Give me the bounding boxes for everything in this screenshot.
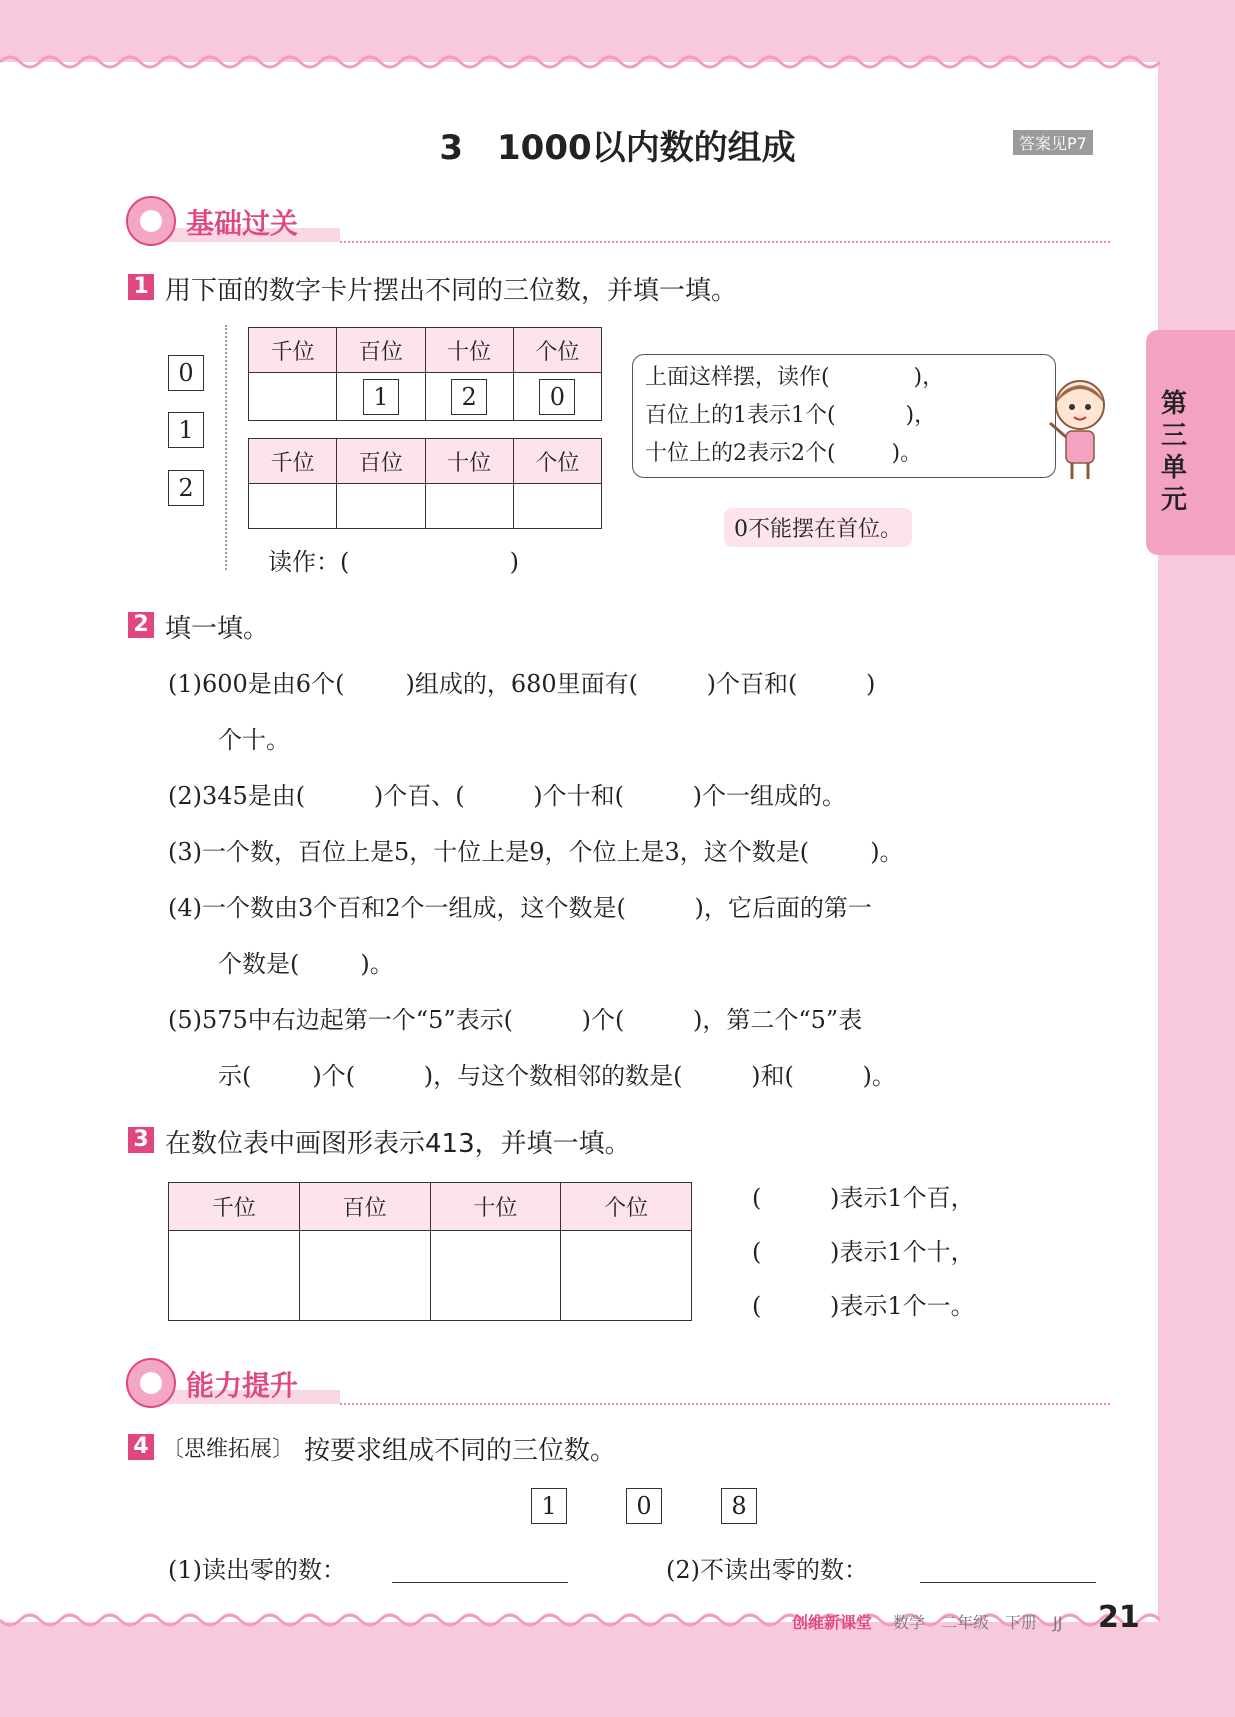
digit-card: 1	[363, 379, 399, 415]
footer-brand: 创维新课堂	[792, 1613, 873, 1632]
table-header: 个位	[561, 1183, 692, 1231]
table-cell[interactable]	[337, 373, 425, 421]
section-divider	[340, 1403, 1110, 1405]
place-value-table-1	[248, 327, 602, 421]
section-heading-advanced: 能力提升	[186, 1369, 299, 1402]
q4-part1-label: (1)读出零的数：	[168, 1556, 346, 1584]
table-cell[interactable]	[513, 373, 601, 421]
digit-card: 2	[168, 470, 204, 506]
monkey-mascot-icon	[126, 196, 176, 246]
table-cell[interactable]	[513, 484, 601, 529]
table-header: 千位	[249, 328, 337, 373]
question-text: 按要求组成不同的三位数。	[304, 1436, 617, 1466]
table-cell[interactable]	[425, 484, 513, 529]
fill-blank-line[interactable]: 示( )个( )，与这个数相邻的数是( )和( )。	[218, 1062, 896, 1090]
answer-underline-2[interactable]	[920, 1582, 1096, 1583]
bubble-line[interactable]: 上面这样摆，读作( )，	[645, 365, 945, 390]
page-number: 21	[1098, 1600, 1140, 1635]
monkey-mascot-icon	[126, 1358, 176, 1408]
digit-card: 0	[626, 1488, 662, 1524]
table-header: 千位	[249, 439, 337, 484]
table-header: 十位	[430, 1183, 561, 1231]
table-cell[interactable]	[299, 1231, 430, 1321]
digit-card: 8	[721, 1488, 757, 1524]
speech-bubble	[632, 354, 1056, 478]
table-cell[interactable]	[169, 1231, 300, 1321]
fill-blank-line[interactable]: ( )表示1个一。	[752, 1292, 975, 1320]
digit-card: 1	[531, 1488, 567, 1524]
table-header: 十位	[425, 328, 513, 373]
unit-side-tab-label: 第三单元	[1160, 389, 1187, 515]
bubble-line[interactable]: 十位上的2表示2个( )。	[645, 441, 923, 466]
answer-reference-tag: 答案见P7	[1013, 130, 1093, 155]
question-text: 填一填。	[165, 614, 270, 644]
table-header: 个位	[513, 439, 601, 484]
fill-blank-line[interactable]: (4)一个数由3个百和2个一组成，这个数是( )，它后面的第一	[168, 894, 872, 922]
digit-card: 2	[451, 379, 487, 415]
section-divider	[340, 241, 1110, 243]
digit-card: 1	[168, 412, 204, 448]
table-cell[interactable]	[337, 484, 425, 529]
hint-note: 0不能摆在首位。	[724, 508, 912, 547]
fill-blank-line[interactable]: ( )表示1个十，	[752, 1238, 975, 1266]
page-title: 3 1000以内数的组成	[439, 128, 796, 168]
section-heading-basic: 基础过关	[186, 207, 299, 240]
question-text: 在数位表中画图形表示413，并填一填。	[165, 1129, 631, 1159]
table-header: 百位	[337, 328, 425, 373]
fill-blank-line[interactable]: ( )表示1个百，	[752, 1184, 975, 1212]
fill-blank-line[interactable]: (5)575中右边起第一个“5”表示( )个( )，第二个“5”表	[168, 1006, 863, 1034]
place-value-table-2	[248, 438, 602, 529]
question-number: 2	[128, 612, 154, 638]
table-cell[interactable]	[425, 373, 513, 421]
fill-blank-line[interactable]: 个数是( )。	[218, 950, 394, 978]
fill-blank-line[interactable]: (1)600是由6个( )组成的，680里面有( )个百和( )	[168, 670, 876, 698]
girl-character-icon	[1040, 375, 1120, 485]
fill-blank-line[interactable]: (2)345是由( )个百、( )个十和( )个一组成的。	[168, 782, 846, 810]
question-number: 1	[128, 274, 154, 300]
fill-blank-line[interactable]: 个十。	[218, 726, 290, 754]
table-header: 十位	[425, 439, 513, 484]
q4-part2-label: (2)不读出零的数：	[666, 1556, 868, 1584]
question-number: 3	[128, 1127, 154, 1153]
place-value-table-3	[168, 1182, 692, 1321]
table-cell[interactable]	[249, 484, 337, 529]
table-header: 个位	[513, 328, 601, 373]
table-header: 千位	[169, 1183, 300, 1231]
digit-card: 0	[539, 379, 575, 415]
read-as-blank[interactable]: 读作：( )	[268, 548, 519, 576]
question-tag: 〔思维拓展〕	[162, 1437, 295, 1462]
table-cell[interactable]	[561, 1231, 692, 1321]
digit-card: 0	[168, 355, 204, 391]
question-number: 4	[128, 1434, 154, 1460]
dotted-separator	[225, 325, 227, 570]
answer-underline-1[interactable]	[392, 1582, 568, 1583]
table-header: 百位	[337, 439, 425, 484]
table-cell[interactable]	[430, 1231, 561, 1321]
bubble-line[interactable]: 百位上的1表示1个( )，	[645, 403, 937, 428]
table-header: 百位	[299, 1183, 430, 1231]
table-cell[interactable]	[249, 373, 337, 421]
footer-info: 数学 二年级 下册 JJ	[893, 1613, 1063, 1632]
fill-blank-line[interactable]: (3)一个数，百位上是5，十位上是9，个位上是3，这个数是( )。	[168, 838, 904, 866]
question-text: 用下面的数字卡片摆出不同的三位数，并填一填。	[165, 276, 738, 306]
top-wave-border	[0, 50, 1160, 70]
